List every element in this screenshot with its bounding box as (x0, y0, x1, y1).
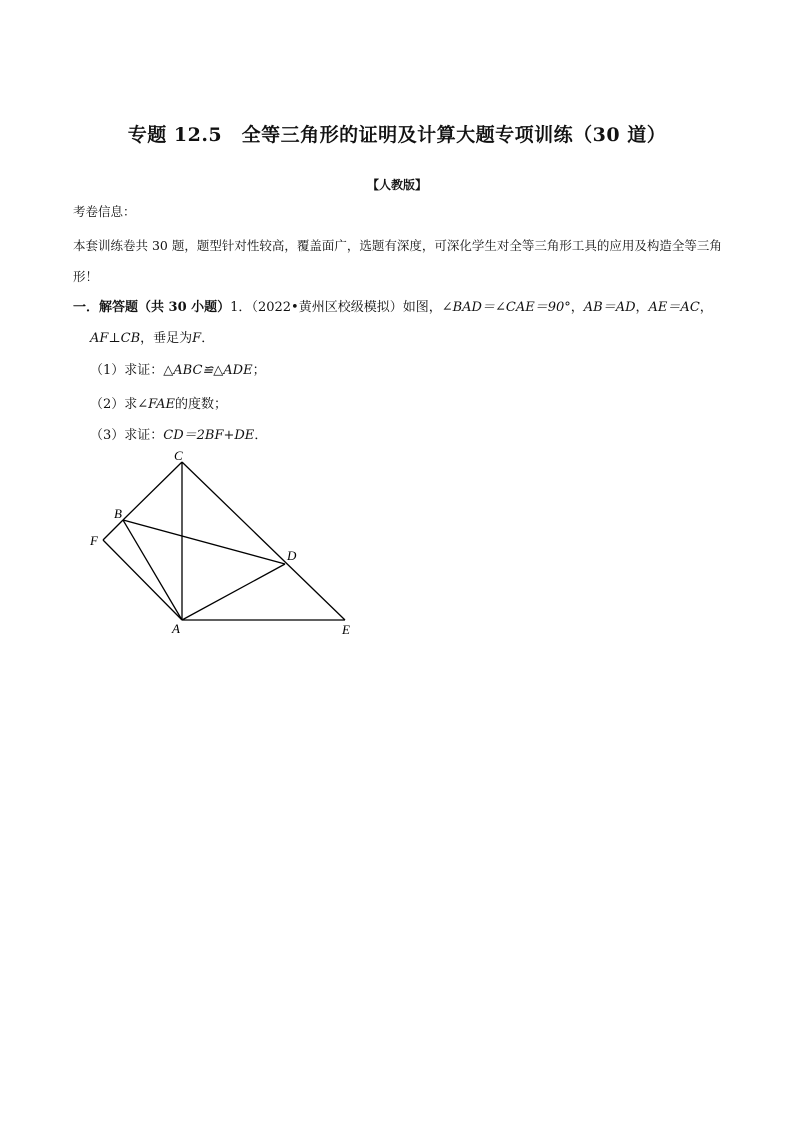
part-3-tail: ． (254, 428, 268, 443)
segment-bd (123, 520, 285, 564)
part-1 (90, 359, 266, 378)
separator: ， (699, 300, 713, 315)
separator: ， (635, 300, 649, 315)
segment-bf (103, 520, 123, 540)
condition-ab-ad: AB＝AD (583, 300, 636, 315)
question-1-line-1 (73, 296, 713, 315)
page-title: 专题 12.5 全等三角形的证明及计算大题专项训练（30 道） (127, 124, 667, 146)
sentence-end: ． (201, 331, 215, 346)
section-heading: 一．解答题（共 30 小题） (73, 300, 231, 315)
part-2-label: （2）求 (90, 397, 138, 412)
part-3 (90, 424, 267, 443)
part-1-expr: △ABC≌△ADE (163, 363, 253, 378)
segment-ad (182, 564, 285, 620)
point-label-e: E (342, 622, 350, 637)
condition-ae-ac: AE＝AC (648, 300, 700, 315)
point-label-a: A (172, 621, 180, 636)
intro-paragraph: 本套训练卷共 30 题，题型针对性较高，覆盖面广，选题有深度，可深化学生对全等三角形工具的应用及构造全等三角形！ (73, 238, 722, 284)
part-1-label: （1）求证： (90, 363, 164, 378)
segment-ce (182, 462, 345, 620)
part-3-label: （3）求证： (90, 428, 164, 443)
question-source: （2022•黄州区校级模拟） (251, 300, 403, 315)
edition-label: 【人教版】 (366, 178, 427, 192)
foot-point: F (192, 331, 202, 346)
foot-text: ，垂足为 (140, 331, 193, 346)
geometry-figure (86, 446, 366, 638)
point-label-d: D (287, 548, 297, 563)
part-1-tail: ； (252, 363, 266, 378)
point-label-f: F (90, 533, 98, 548)
point-label-b: B (114, 506, 122, 521)
part-2-expr: ∠FAE (137, 397, 175, 412)
info-label: 考卷信息： (73, 204, 136, 219)
point-label-c: C (174, 448, 183, 463)
question-1-line-2 (90, 327, 214, 346)
part-2 (90, 393, 227, 412)
segment-cb (123, 462, 182, 520)
condition-af-perp-cb: AF⊥CB (90, 331, 141, 346)
part-2-tail: 的度数； (174, 397, 227, 412)
question-lead: 如图， (402, 300, 442, 315)
part-3-expr: CD＝2BF+DE (163, 428, 255, 443)
question-number: 1． (230, 300, 252, 315)
condition-angles: ∠BAD＝∠CAE＝90° (441, 300, 571, 315)
separator: ， (570, 300, 584, 315)
